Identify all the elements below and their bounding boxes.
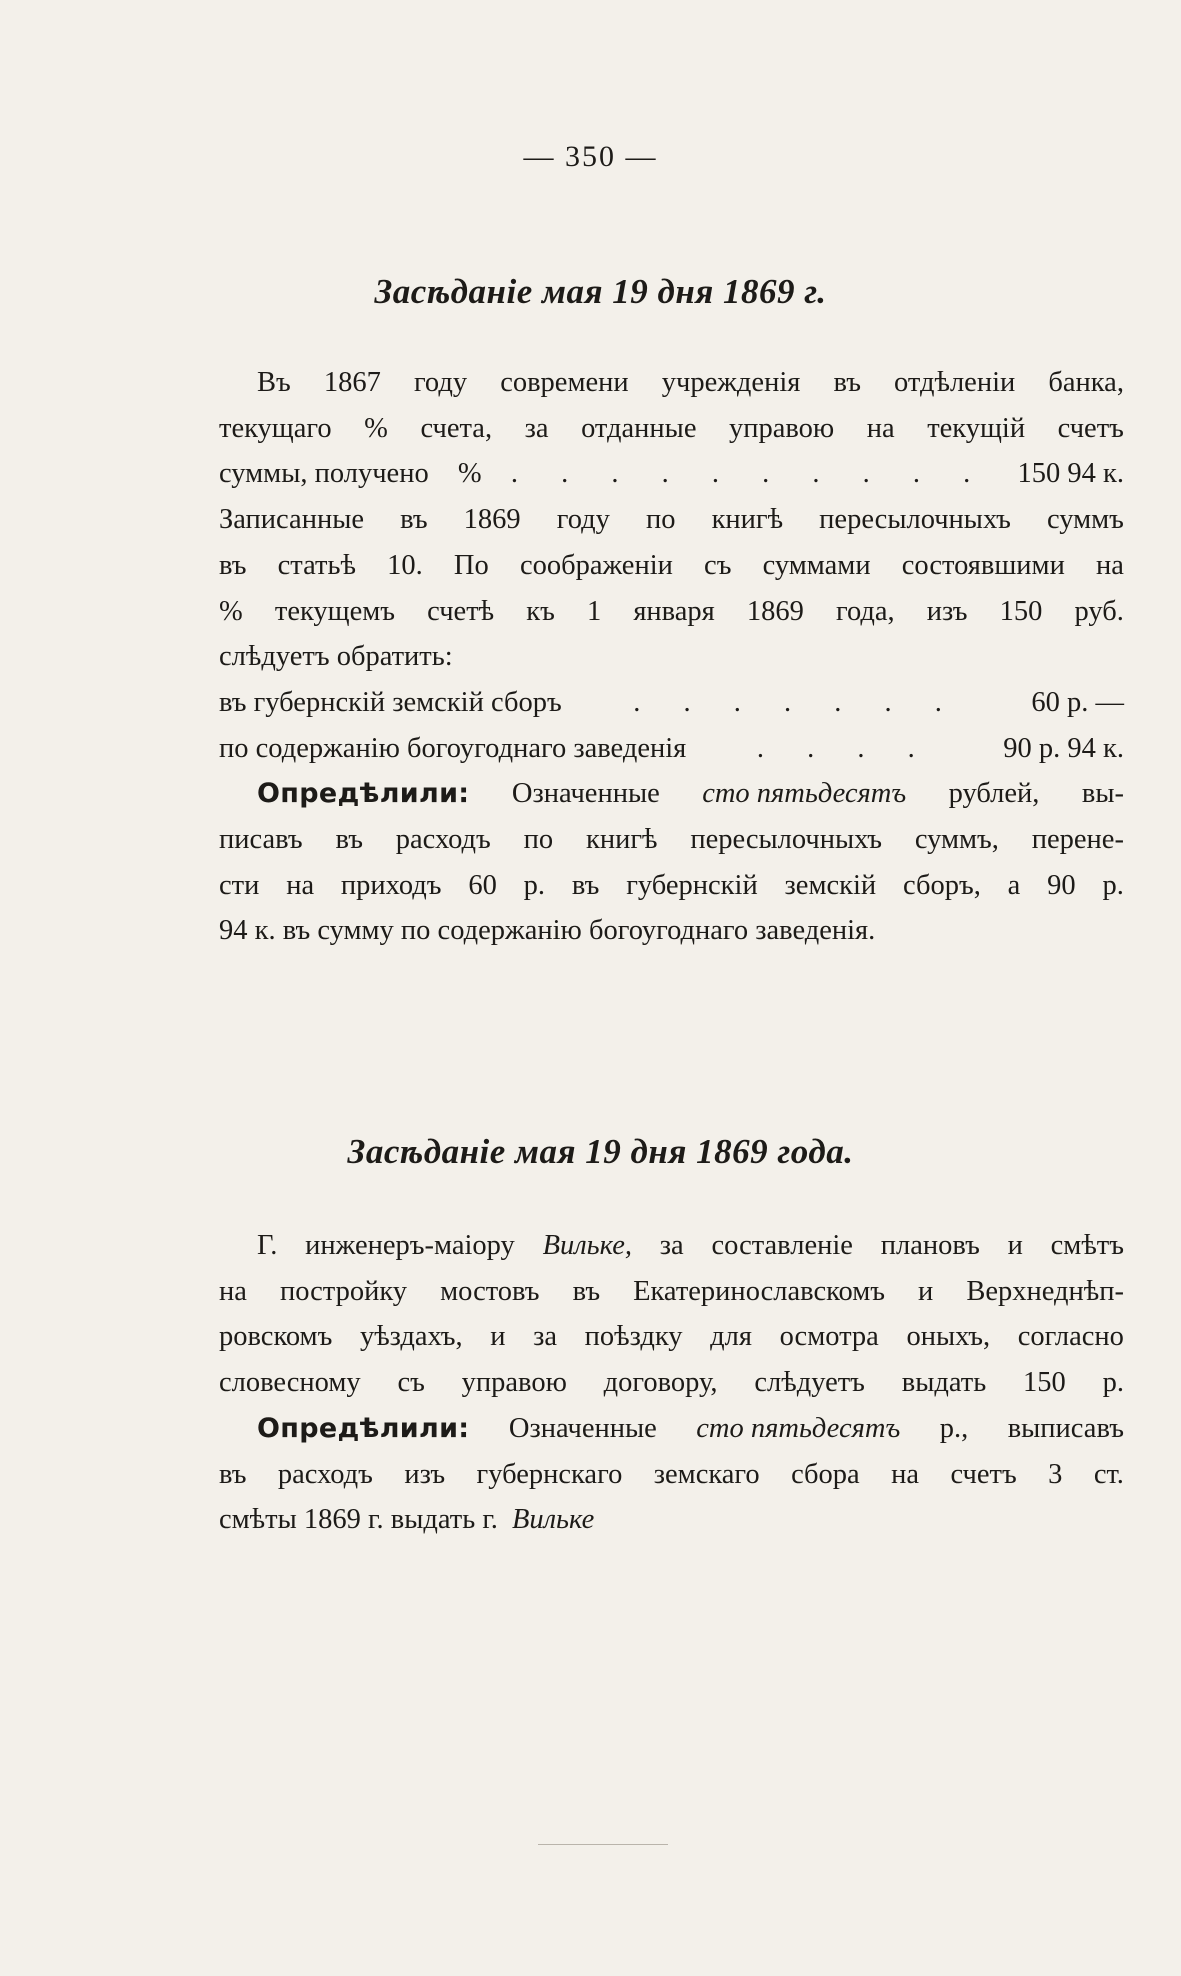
word: 94 к. въ сумму по содержанію богоугоднаго заведенія. (219, 915, 876, 947)
word: изъ (926, 595, 968, 627)
word: писавъ (219, 824, 303, 856)
word: 60 (468, 869, 497, 901)
word: Означенные (508, 1412, 657, 1444)
text-line (219, 451, 1124, 497)
word: 3 (1048, 1458, 1063, 1490)
word: на (866, 412, 895, 444)
word: . . . . (756, 732, 933, 764)
word: % (219, 595, 243, 627)
word: отдѣленіи (894, 367, 1016, 398)
word: 10. (387, 549, 423, 581)
word: книгѣ (585, 824, 658, 856)
word: р., (939, 1412, 969, 1444)
end-rule (538, 1844, 668, 1845)
word: согласно (1017, 1321, 1124, 1353)
word: оныхъ, (906, 1321, 991, 1353)
section-1-title: Засѣданіе мая 19 дня 1869 г. (374, 272, 827, 311)
word: управою (461, 1367, 567, 1399)
word: году (556, 504, 610, 536)
word: въ (219, 549, 247, 581)
word: года, (835, 595, 895, 627)
word: за (659, 1230, 684, 1261)
word: состоявшими (901, 549, 1065, 581)
text-line (219, 1406, 1124, 1452)
word: а (1007, 869, 1021, 901)
word: ровскомъ (219, 1321, 333, 1353)
word: 1869 (463, 504, 521, 536)
word: 150 94 к. (1017, 458, 1124, 490)
word: современи (500, 367, 629, 398)
word: губернскаго (476, 1458, 623, 1490)
text-line (219, 497, 1124, 543)
text-line (219, 771, 1124, 817)
word: съ (397, 1367, 425, 1399)
text-line (219, 1314, 1124, 1360)
word: сборъ, (902, 869, 981, 901)
word: на (219, 1275, 247, 1307)
text-line (219, 1223, 1124, 1269)
word: въ (219, 1458, 247, 1490)
word: мостовъ (440, 1275, 540, 1307)
word: на (1096, 549, 1124, 581)
word: . . . . . . . . . . (510, 458, 989, 490)
word: текущемъ (274, 595, 396, 627)
word: земскій (784, 869, 877, 901)
word: книгѣ (711, 504, 784, 536)
word: отданные (581, 412, 697, 444)
word: учрежденія (661, 367, 801, 398)
word: суммъ, (914, 824, 999, 856)
word: постройку (279, 1275, 408, 1307)
word: слѣдуетъ обратить: (219, 641, 453, 673)
text-line (219, 360, 1124, 406)
word: для (710, 1321, 752, 1353)
word: договору, (603, 1367, 718, 1399)
word: вы- (1081, 778, 1124, 810)
text-line (219, 726, 1124, 772)
word: текущій (927, 412, 1026, 444)
word: по содержанію богоугоднаго заведенія (219, 732, 687, 764)
word: и (490, 1321, 506, 1353)
word: на (286, 869, 315, 901)
text-line (219, 1452, 1124, 1498)
text-line (219, 543, 1124, 589)
text-line (219, 634, 1124, 680)
word: Екатеринославскомъ (633, 1275, 885, 1307)
word: словесному (219, 1367, 361, 1399)
word: р. (1102, 869, 1124, 901)
word: за (524, 412, 549, 444)
text-line (219, 680, 1124, 726)
section-2-body (219, 1223, 1124, 1543)
word: суммами (762, 549, 871, 581)
word: Вильке (511, 1504, 595, 1536)
word: статьѣ (277, 549, 356, 581)
section-1-body (219, 360, 1124, 954)
word: Г. (257, 1230, 278, 1261)
word: соображеніи (519, 549, 673, 581)
word: ст. (1093, 1458, 1124, 1490)
word: уѣздахъ, (359, 1321, 463, 1353)
word: счетъ (1057, 412, 1124, 444)
word: текущаго (219, 412, 332, 444)
word: счетъ (950, 1458, 1017, 1490)
word: выдать (901, 1367, 987, 1399)
word: Вильке, (542, 1230, 633, 1261)
word: выписавъ (1007, 1412, 1124, 1444)
word: января (633, 595, 715, 627)
word: 1867 (323, 367, 381, 398)
word: изъ (404, 1458, 446, 1490)
word: расходъ (395, 824, 491, 856)
word: расходъ (277, 1458, 373, 1490)
text-line (219, 863, 1124, 909)
word: составленіе (711, 1230, 853, 1261)
word: на (891, 1458, 920, 1490)
word: инженеръ-маіору (305, 1230, 515, 1261)
word: къ (526, 595, 555, 627)
word: слѣдуетъ (754, 1367, 865, 1399)
word: съ (704, 549, 732, 581)
word: приходъ (340, 869, 442, 901)
word: осмотра (779, 1321, 879, 1353)
word: по (645, 504, 676, 536)
word: году (413, 367, 468, 398)
text-line (219, 589, 1124, 635)
word: 1 (586, 595, 602, 627)
word: Означенные (511, 778, 660, 810)
word: 90 р. 94 к. (1003, 732, 1124, 764)
word: въ (571, 869, 600, 901)
word: въ (400, 504, 428, 536)
text-line (219, 908, 1124, 954)
page-number: — 350 — (523, 140, 658, 173)
word: Опредѣлили: (257, 1412, 470, 1444)
word: пересылочныхъ (819, 504, 1011, 536)
section-2-title: Засѣданіе мая 19 дня 1869 года. (347, 1132, 854, 1171)
text-line (219, 1269, 1124, 1315)
word: р. (1102, 1367, 1124, 1399)
word: смѣтъ (1050, 1230, 1124, 1261)
word: 90 (1047, 869, 1076, 901)
word: сто пятьдесятъ (696, 1412, 901, 1444)
word: сто пятьдесятъ (702, 778, 907, 810)
word: Записанные (219, 504, 365, 536)
word: 150 (1023, 1367, 1066, 1399)
word: 60 р. — (1031, 686, 1124, 718)
word: Верхнеднѣп- (966, 1275, 1124, 1307)
word: сбора (791, 1458, 860, 1490)
word: по (523, 824, 554, 856)
word: сти (219, 869, 260, 901)
word: поѣздку (584, 1321, 683, 1353)
word: и (918, 1275, 934, 1307)
word: 1869 (746, 595, 804, 627)
word: въ (335, 824, 363, 856)
text-line (219, 817, 1124, 863)
word: руб. (1074, 595, 1124, 627)
word: въ (572, 1275, 601, 1307)
text-line (219, 1497, 1124, 1543)
word: и (1007, 1230, 1023, 1261)
word: . . . . . . . (633, 686, 960, 718)
word: счета, (420, 412, 493, 444)
word: суммъ (1046, 504, 1124, 536)
word: въ губернскій земскій сборъ (219, 686, 562, 718)
text-line (219, 1360, 1124, 1406)
word: пересылочныхъ (690, 824, 882, 856)
text-line (219, 406, 1124, 452)
word: рублей, (948, 778, 1040, 810)
word: Опредѣлили: (257, 778, 470, 810)
word: за (533, 1321, 557, 1353)
word: управою (729, 412, 835, 444)
word: суммы, получено (219, 458, 429, 490)
word: счетѣ (427, 595, 495, 627)
word: перене- (1031, 824, 1124, 856)
word: 150 (999, 595, 1043, 627)
word: По (453, 549, 489, 581)
word: смѣты 1869 г. выдать г. (219, 1504, 498, 1536)
word: въ (833, 367, 861, 398)
word: Въ (257, 367, 291, 398)
word: губернскій (626, 869, 758, 901)
word: земскаго (653, 1458, 760, 1490)
word: плановъ (880, 1230, 980, 1261)
word: банка, (1048, 367, 1124, 398)
word: % (457, 458, 482, 490)
word: р. (523, 869, 546, 901)
word: % (364, 412, 388, 444)
